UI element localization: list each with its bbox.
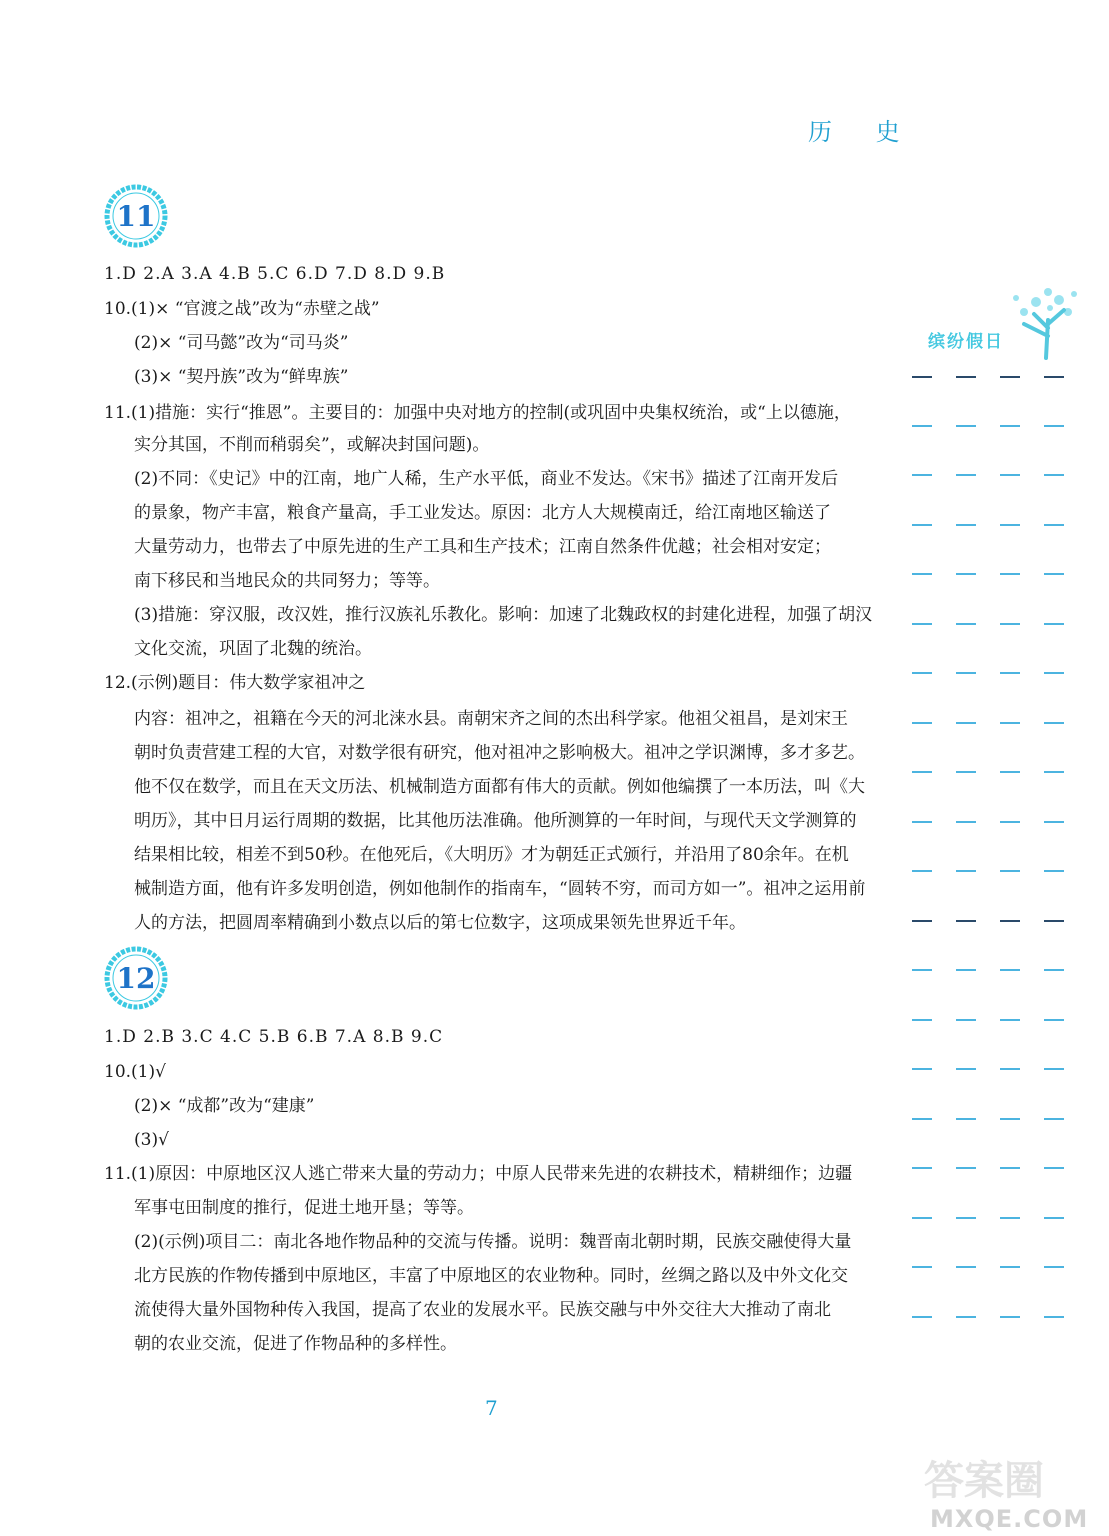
note-line-dash — [912, 821, 932, 823]
note-line-dash — [956, 1019, 976, 1021]
note-line-dash — [912, 1068, 932, 1070]
note-line-dash — [1000, 1217, 1020, 1219]
s12-q11-2d: 朝的农业交流，促进了作物品种的多样性。 — [134, 1334, 457, 1354]
note-line — [912, 969, 1092, 971]
note-line-dash — [912, 722, 932, 724]
note-line-dash — [956, 969, 976, 971]
note-line-dash — [912, 623, 932, 625]
s11-q11-2b: 的景象，物产丰富，粮食产量高，手工业发达。原因：北方人大规模南迁，给江南地区输送了 — [134, 503, 831, 523]
s11-q11-2a: (2)不同：《史记》中的江南，地广人稀，生产水平低，商业不发达。《宋书》描述了江南开发后 — [134, 469, 839, 489]
note-line-dash — [1044, 573, 1064, 575]
note-line-dash — [1044, 722, 1064, 724]
note-line-dash — [912, 474, 932, 476]
note-line-dash — [1000, 821, 1020, 823]
note-line-dash — [912, 1217, 932, 1219]
note-line-dash — [912, 524, 932, 526]
note-line-dash — [1044, 771, 1064, 773]
s11-q12-body-4: 明历》，其中日月运行周期的数据，比其他历法准确。他所测算的一年时间，与现代天文学测算的 — [134, 811, 857, 831]
note-line-dash — [912, 1167, 932, 1169]
note-line-dash — [956, 623, 976, 625]
sidebar-label: 缤纷假日 — [928, 332, 1004, 352]
note-line-dash — [1044, 623, 1064, 625]
note-line-dash — [912, 771, 932, 773]
note-line-dash — [956, 771, 976, 773]
note-line — [912, 425, 1092, 427]
note-line-dash — [1000, 1316, 1020, 1318]
note-line-dash — [956, 425, 976, 427]
note-line-dash — [1000, 771, 1020, 773]
s12-q10-1: 10.(1)√ — [104, 1062, 166, 1082]
note-line — [912, 1019, 1092, 1021]
note-line-dash — [1044, 425, 1064, 427]
note-line — [912, 623, 1092, 625]
note-line-dash — [1044, 524, 1064, 526]
note-line-dash — [1044, 1217, 1064, 1219]
note-line-dash — [1000, 672, 1020, 674]
note-line-dash — [912, 920, 932, 922]
note-line-dash — [956, 672, 976, 674]
s11-q11-3b: 文化交流，巩固了北魏的统治。 — [134, 639, 372, 659]
s11-q12-title: 12.(示例)题目：伟大数学家祖冲之 — [104, 673, 366, 693]
watermark-text: MXQE.COM — [930, 1505, 1089, 1533]
note-line-dash — [1044, 821, 1064, 823]
note-line — [912, 771, 1092, 773]
note-line-dash — [956, 1217, 976, 1219]
note-line-dash — [1044, 1167, 1064, 1169]
s11-q11-2c: 大量劳动力，也带去了中原先进的生产工具和生产技术；江南自然条件优越；社会相对安定； — [134, 537, 831, 557]
note-line-dash — [1044, 1019, 1064, 1021]
s11-q12-body-1: 内容：祖冲之，祖籍在今天的河北涞水县。南朝宋齐之间的杰出科学家。他祖父祖昌，是刘宋王 — [134, 709, 848, 729]
note-line-dash — [956, 573, 976, 575]
note-line-dash — [956, 920, 976, 922]
note-line-dash — [1044, 870, 1064, 872]
section-12-badge — [104, 946, 168, 1010]
note-line — [912, 573, 1092, 575]
note-line-dash — [1044, 672, 1064, 674]
s12-q11-2a: (2)(示例)项目二：南北各地作物品种的交流与传播。说明：魏晋南北朝时期，民族交融使得大量 — [134, 1232, 852, 1252]
section-11-number: 11 — [116, 200, 156, 233]
note-line — [912, 1266, 1092, 1268]
s11-q12-body-3: 他不仅在数学，而且在天文历法、机械制造方面都有伟大的贡献。例如他编撰了一本历法，叫《大 — [134, 777, 865, 797]
note-line-dash — [912, 672, 932, 674]
s11-q11-3a: (3)措施：穿汉服，改汉姓，推行汉族礼乐教化。影响：加速了北魏政权的封建化进程，加强了胡汉 — [134, 605, 873, 625]
s11-q10-1: 10.(1)× “官渡之战”改为“赤壁之战” — [104, 299, 380, 319]
s11-q12-body-2: 朝时负责营建工程的大官，对数学很有研究，他对祖冲之影响极大。祖冲之学识渊博，多才多艺。 — [134, 743, 865, 763]
note-line — [912, 1167, 1092, 1169]
section-11-badge — [104, 184, 168, 248]
note-line — [912, 821, 1092, 823]
note-line-dash — [1000, 573, 1020, 575]
s11-q12-body-6: 械制造方面，他有许多发明创造，例如他制作的指南车，“圆转不穷，而司方如一”。祖冲之运用前 — [134, 879, 866, 899]
note-line-dash — [1000, 1068, 1020, 1070]
s11-q10-3: (3)× “契丹族”改为“鲜卑族” — [134, 367, 349, 387]
s12-q11-1a: 11.(1)原因：中原地区汉人逃亡带来大量的劳动力；中原人民带来先进的农耕技术，精耕细作；边疆 — [104, 1164, 853, 1184]
section-12-number: 12 — [116, 962, 156, 995]
note-line-dash — [1044, 376, 1064, 378]
note-line-dash — [1000, 1118, 1020, 1120]
s11-q12-body-5: 结果相比较，相差不到50秒。在他死后，《大明历》才为朝廷正式颁行，并沿用了80余年。在机 — [134, 845, 849, 865]
note-line-dash — [1044, 920, 1064, 922]
note-line-dash — [1044, 474, 1064, 476]
note-line-dash — [1044, 1266, 1064, 1268]
s12-q10-2: (2)× “成都”改为“建康” — [134, 1096, 315, 1116]
s11-q11-1a: 11.(1)措施：实行“推恩”。主要目的：加强中央对地方的控制(或巩固中央集权统治，或“上以德施， — [104, 403, 851, 423]
s11-q10-2: (2)× “司马懿”改为“司马炎” — [134, 333, 349, 353]
note-line — [912, 722, 1092, 724]
note-line-dash — [956, 1167, 976, 1169]
note-line — [912, 1118, 1092, 1120]
subject-header: 历 史 — [808, 118, 918, 146]
note-line-dash — [1000, 425, 1020, 427]
note-line-dash — [1000, 623, 1020, 625]
page-number: 7 — [485, 1396, 498, 1420]
s12-q11-1b: 军事屯田制度的推行，促进土地开垦；等等。 — [134, 1198, 474, 1218]
note-line-dash — [912, 1118, 932, 1120]
note-line-dash — [1044, 1068, 1064, 1070]
note-line-dash — [1044, 1118, 1064, 1120]
note-line-dash — [1000, 474, 1020, 476]
note-line-dash — [956, 1316, 976, 1318]
note-line-dash — [912, 870, 932, 872]
s12-q10-3: (3)√ — [134, 1130, 169, 1150]
s11-q12-body-7: 人的方法，把圆周率精确到小数点以后的第七位数字，这项成果领先世界近千年。 — [134, 913, 746, 933]
s11-q11-2d: 南下移民和当地民众的共同努力；等等。 — [134, 571, 440, 591]
note-line — [912, 1316, 1092, 1318]
note-line-dash — [1000, 870, 1020, 872]
note-line-dash — [956, 474, 976, 476]
note-line-dash — [912, 573, 932, 575]
note-line — [912, 870, 1092, 872]
note-line-dash — [1000, 920, 1020, 922]
note-line-dash — [956, 722, 976, 724]
note-line-dash — [956, 1266, 976, 1268]
note-line — [912, 376, 1092, 378]
note-line-dash — [956, 1118, 976, 1120]
s12-q11-2b: 北方民族的作物传播到中原地区，丰富了中原地区的农业物种。同时，丝绸之路以及中外文化交 — [134, 1266, 848, 1286]
note-line — [912, 524, 1092, 526]
note-line-dash — [956, 524, 976, 526]
note-line-dash — [1000, 1167, 1020, 1169]
note-line-dash — [912, 1266, 932, 1268]
note-line-dash — [912, 376, 932, 378]
note-line-dash — [956, 1068, 976, 1070]
note-line — [912, 474, 1092, 476]
note-line — [912, 672, 1092, 674]
note-line-dash — [1000, 376, 1020, 378]
note-line-dash — [1044, 969, 1064, 971]
watermark-glyph: 答案圈 — [924, 1458, 1044, 1504]
s11-q11-1b: 实分其国，不削而稍弱矣”，或解决封国问题)。 — [134, 435, 490, 455]
note-line-dash — [912, 1316, 932, 1318]
note-line-dash — [1000, 524, 1020, 526]
note-line-dash — [1000, 1266, 1020, 1268]
note-line — [912, 1068, 1092, 1070]
note-line-dash — [956, 870, 976, 872]
note-line-dash — [1000, 722, 1020, 724]
note-line-dash — [912, 425, 932, 427]
note-line-dash — [912, 1019, 932, 1021]
note-line-dash — [1000, 1019, 1020, 1021]
s11-mc-answers: 1.D 2.A 3.A 4.B 5.C 6.D 7.D 8.D 9.B — [104, 264, 446, 284]
note-line — [912, 920, 1092, 922]
s12-mc-answers: 1.D 2.B 3.C 4.C 5.B 6.B 7.A 8.B 9.C — [104, 1027, 444, 1047]
note-line-dash — [912, 969, 932, 971]
note-line-dash — [956, 821, 976, 823]
s12-q11-2c: 流使得大量外国物种传入我国，提高了农业的发展水平。民族交融与中外交往大大推动了南北 — [134, 1300, 831, 1320]
note-line-dash — [1000, 969, 1020, 971]
note-line-dash — [1044, 1316, 1064, 1318]
note-line-dash — [956, 376, 976, 378]
note-line — [912, 1217, 1092, 1219]
